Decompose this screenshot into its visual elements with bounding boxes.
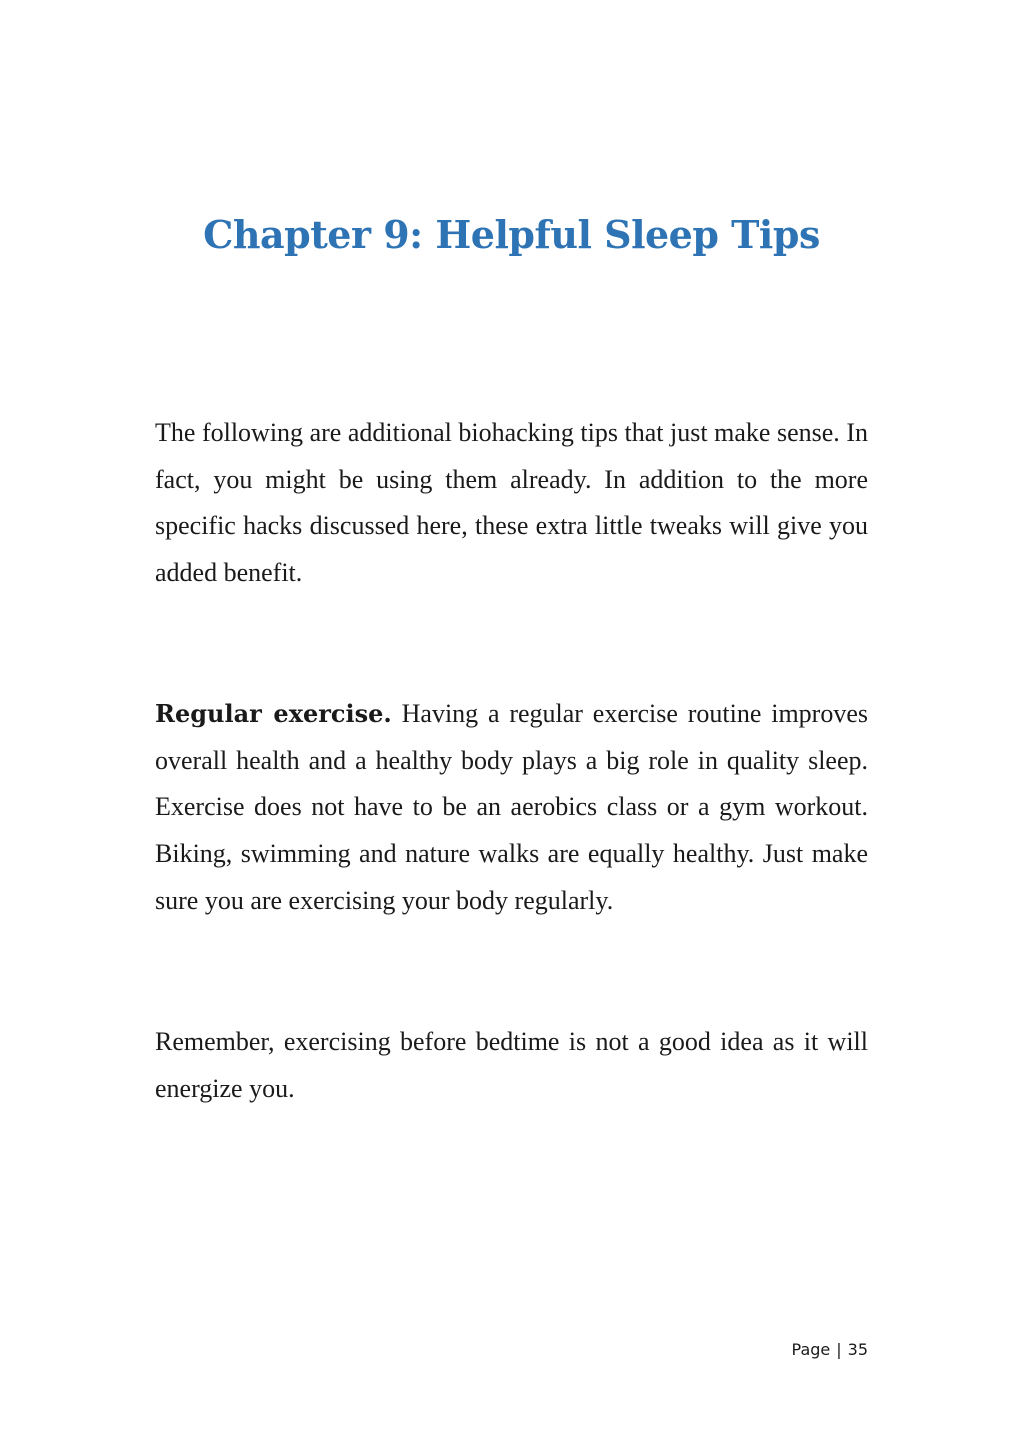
exercise-lead: Regular exercise. xyxy=(155,699,392,728)
page-label: Page xyxy=(791,1340,831,1359)
page-separator: | xyxy=(836,1340,842,1359)
reminder-paragraph: Remember, exercising before bedtime is not a good idea as it will energize you. xyxy=(155,1027,868,1103)
exercise-text: Having a regular exercise routine improves overall health and a healthy body plays a big role in quality sleep. Exercise does not have to be an aerobics class or a gym workout. Biking, swimming and nature walks are equally healthy. Just make sure you are exercising your body regularly. xyxy=(155,699,868,915)
intro-paragraph: The following are additional biohacking tips that just make sense. In fact, you might be using them already. In addition to the more specific hacks discussed here, these extra little tweaks will give you added benefit. xyxy=(155,418,868,588)
page-number: 35 xyxy=(847,1340,868,1359)
page-footer xyxy=(792,1340,868,1359)
chapter-title: Chapter 9: Helpful Sleep Tips xyxy=(203,212,820,257)
exercise-paragraph xyxy=(155,691,868,925)
